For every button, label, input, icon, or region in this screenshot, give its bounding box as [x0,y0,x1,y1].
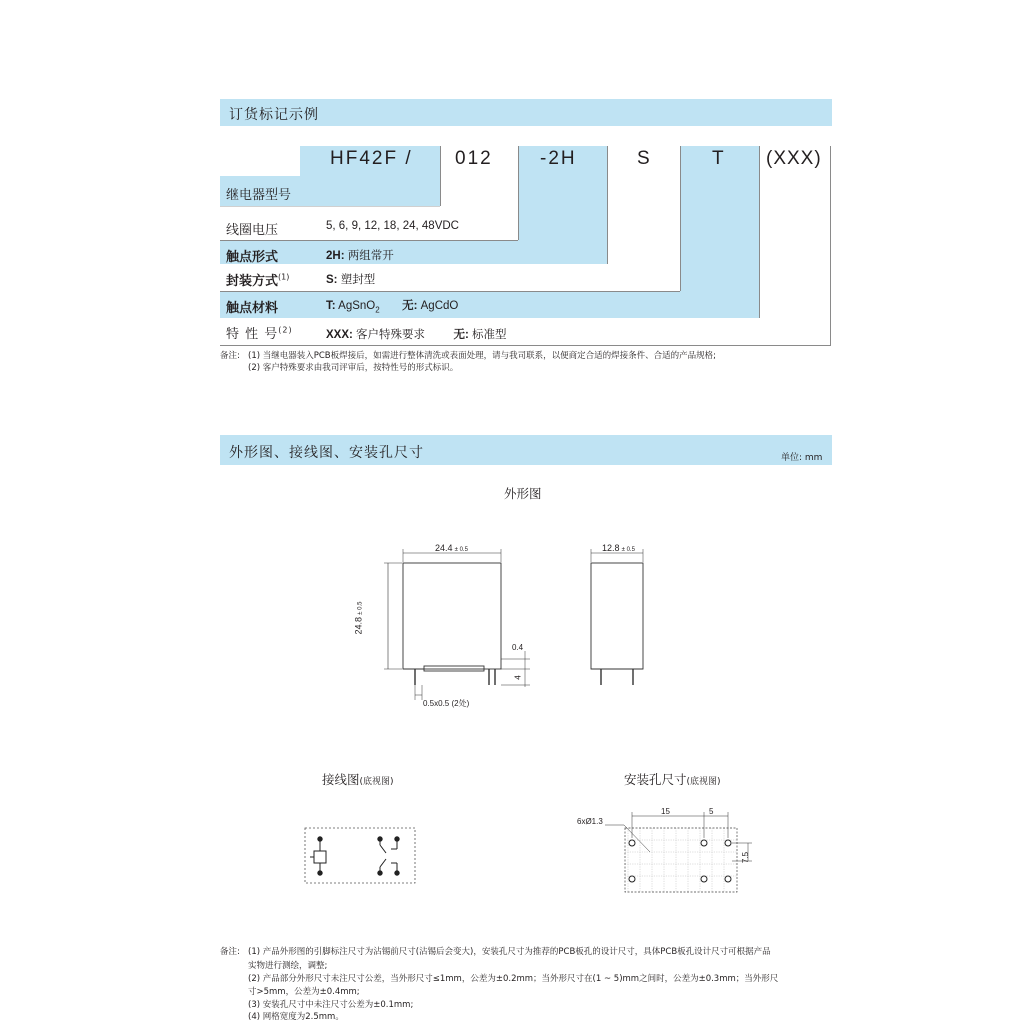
code-package: S [637,148,650,169]
front-body [403,563,501,669]
dim-height-value: 24.8 [353,616,364,635]
label-package-sup: (1) [278,272,290,282]
value-material [326,297,458,314]
code-contact-form: -2H [540,148,577,169]
line-package-left [607,146,608,264]
dimension-note-2: (2) 产品部分外形尺寸未注尺寸公差，当外形尺寸≤1mm，公差为±0.2mm；当外形尺寸在(1 ~ 5)mm之间时，公差为±0.3mm；当外形尺 [248,974,779,984]
outline-title: 外形图 [504,486,542,501]
mount-title [624,770,721,788]
value-contact-form-text: 两组常开 [347,250,394,262]
label-model: 继电器型号 [226,188,292,203]
dimension-section-title: 外形图、接线图、安装孔尺寸 [229,445,424,461]
dim-height-tol: ± 0.5 [357,601,364,615]
wiring-diagram [300,825,420,887]
line-feature-right [830,146,831,346]
label-feature [226,323,293,342]
dim-height-label [353,602,363,635]
dim-width-value: 24.4 [435,543,453,553]
order-section-title: 订货标记示例 [229,107,319,123]
side-body [591,563,643,669]
code-feature: (XXX) [766,148,822,169]
value-feature-text: 客户特殊要求 [356,329,426,341]
mount-title-sub: (底视图) [686,777,721,787]
line-package-bottom [220,291,680,292]
outline-drawing [360,535,680,715]
dim-pin-size: 0.5x0.5 (2处) [423,699,470,708]
dim-depth-tol: ± 0.5 [621,547,635,553]
order-note-1: (1) 当继电器装入PCB板焊接后，如需进行整体清洗或表面处理，请与我司联系，以便商定合适的焊接条件、合适的产品规格; [248,351,717,361]
line-voltage-left [440,146,441,206]
dimension-note-4: (4) 网格宽度为2.5mm。 [248,1012,344,1022]
line-package-right [680,146,681,291]
dim-pin-offset: 0.4 [512,643,524,652]
line-voltage-right [518,146,519,240]
label-feature-text: 特 性 号 [226,327,279,342]
code-material: T [712,148,724,169]
dimension-note-3: (3) 安装孔尺寸中未注尺寸公差为±0.1mm; [248,1000,414,1010]
code-voltage: 012 [455,148,493,169]
dim-pin-len: 4 [513,675,523,680]
row-band-material [220,292,759,318]
value-feature-code2: 无: [453,329,469,341]
dim-width-label [435,543,468,553]
label-package-text: 封装方式 [226,274,279,289]
wiring-title [322,770,394,788]
mount-diagram [570,800,770,900]
label-feature-sup: (2) [278,325,293,335]
dim-15: 15 [661,807,670,816]
value-package [326,271,375,287]
dim-5: 5 [709,807,714,816]
line-feature-bottom [220,345,831,346]
order-notes-prefix: 备注: [220,351,240,361]
label-contact-form: 触点形式 [226,250,279,265]
value-material-sub: 2 [375,305,380,315]
hole-spec: 6xØ1.3 [577,817,603,826]
value-feature-text2: 标准型 [472,329,507,341]
label-package [226,270,289,289]
row-band-contact [220,241,607,264]
front-base [424,666,484,671]
unit-label: 单位: mm [781,453,823,463]
value-feature-code: XXX: [326,329,353,341]
dimension-note-1: (1) 产品外形图的引脚标注尺寸为沾锡前尺寸(沾锡后会变大)，安装孔尺寸为推荐的PCB板孔的设计尺寸，具体PCB板孔设计尺寸可根据产品 [248,947,771,957]
value-feature [326,326,507,342]
value-contact-form-code: 2H: [326,250,345,262]
value-material-code: T: [326,300,336,312]
code-model: HF42F / [330,148,413,169]
dimension-notes-prefix: 备注: [220,947,240,957]
label-voltage: 线圈电压 [226,223,279,238]
value-package-text: 塑封型 [340,274,376,286]
label-material: 触点材料 [226,301,279,316]
value-material-text2: AgCdO [420,300,459,312]
dimension-note-2b: 寸>5mm，公差为±0.4mm; [248,987,360,997]
dim-width-tol: ± 0.5 [454,547,468,553]
line-model-top [220,206,440,207]
mount-title-text: 安装孔尺寸 [624,772,687,787]
dimension-note-1b: 实物进行测绘，调整; [248,961,328,971]
dim-75: 7.5 [741,851,751,864]
value-material-text: AgSnO [338,300,376,312]
value-package-code: S: [326,274,338,286]
wiring-title-text: 接线图 [322,772,360,787]
value-voltage: 5, 6, 9, 12, 18, 24, 48VDC [326,220,459,232]
line-voltage-bottom [220,240,518,241]
line-feature-left [759,146,760,318]
value-contact-form [326,247,394,263]
dim-depth-value: 12.8 [602,543,620,553]
value-material-code2: 无: [402,300,418,312]
order-note-2: (2) 客户特殊要求由我司评审后，按特性号的形式标识。 [248,363,459,373]
wiring-title-sub: (底视图) [359,777,394,787]
dim-depth-label [602,543,635,553]
